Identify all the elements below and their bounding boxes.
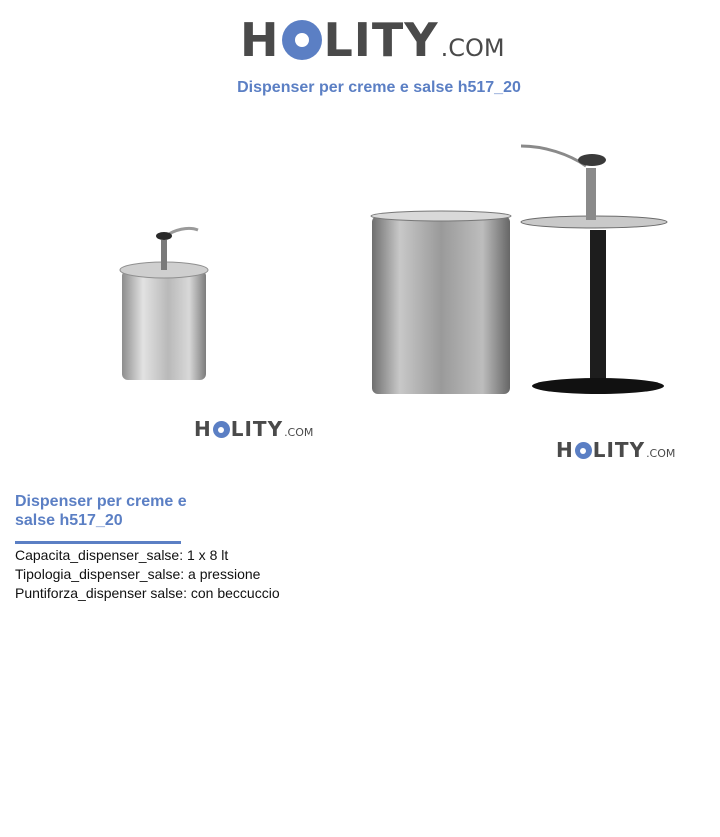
product-title: Dispenser per creme e salse h517_20 bbox=[15, 493, 187, 529]
spec-label: Tipologia_dispenser_salse bbox=[15, 566, 181, 582]
logo-dotcom: .COM bbox=[646, 447, 676, 460]
spec-row: Tipologia_dispenser_salse: a pressione bbox=[15, 566, 261, 582]
logo-o-icon bbox=[213, 421, 230, 438]
spec-row: Puntiforza_dispenser salse: con beccuccio bbox=[15, 585, 280, 601]
logo-o-icon bbox=[282, 20, 322, 60]
logo-o-icon bbox=[575, 442, 592, 459]
logo-dotcom: .COM bbox=[440, 34, 505, 62]
holity-logo[interactable] bbox=[240, 14, 505, 74]
spec-value: 1 x 8 lt bbox=[187, 547, 229, 563]
spec-value: con beccuccio bbox=[190, 585, 280, 601]
spec-list bbox=[15, 546, 280, 603]
page-title: Dispenser per creme e salse h517_20 bbox=[237, 79, 521, 96]
spec-row: Capacita_dispenser_salse: 1 x 8 lt bbox=[15, 547, 229, 563]
logo-h: H bbox=[556, 438, 574, 462]
logo-dotcom: .COM bbox=[284, 426, 314, 439]
spec-label: Puntiforza_dispenser salse bbox=[15, 585, 184, 601]
product-image-large bbox=[364, 138, 674, 400]
logo-h: H bbox=[240, 13, 280, 67]
logo-h: H bbox=[194, 417, 212, 441]
product-image-small bbox=[110, 222, 220, 387]
image-watermark-logo bbox=[194, 418, 313, 444]
logo-lity: LITY bbox=[323, 13, 439, 67]
image-watermark-logo bbox=[556, 439, 675, 465]
title-underline bbox=[15, 541, 181, 544]
logo-lity: LITY bbox=[592, 438, 646, 462]
spec-label: Capacita_dispenser_salse bbox=[15, 547, 180, 563]
logo-lity: LITY bbox=[230, 417, 284, 441]
spec-value: a pressione bbox=[188, 566, 261, 582]
